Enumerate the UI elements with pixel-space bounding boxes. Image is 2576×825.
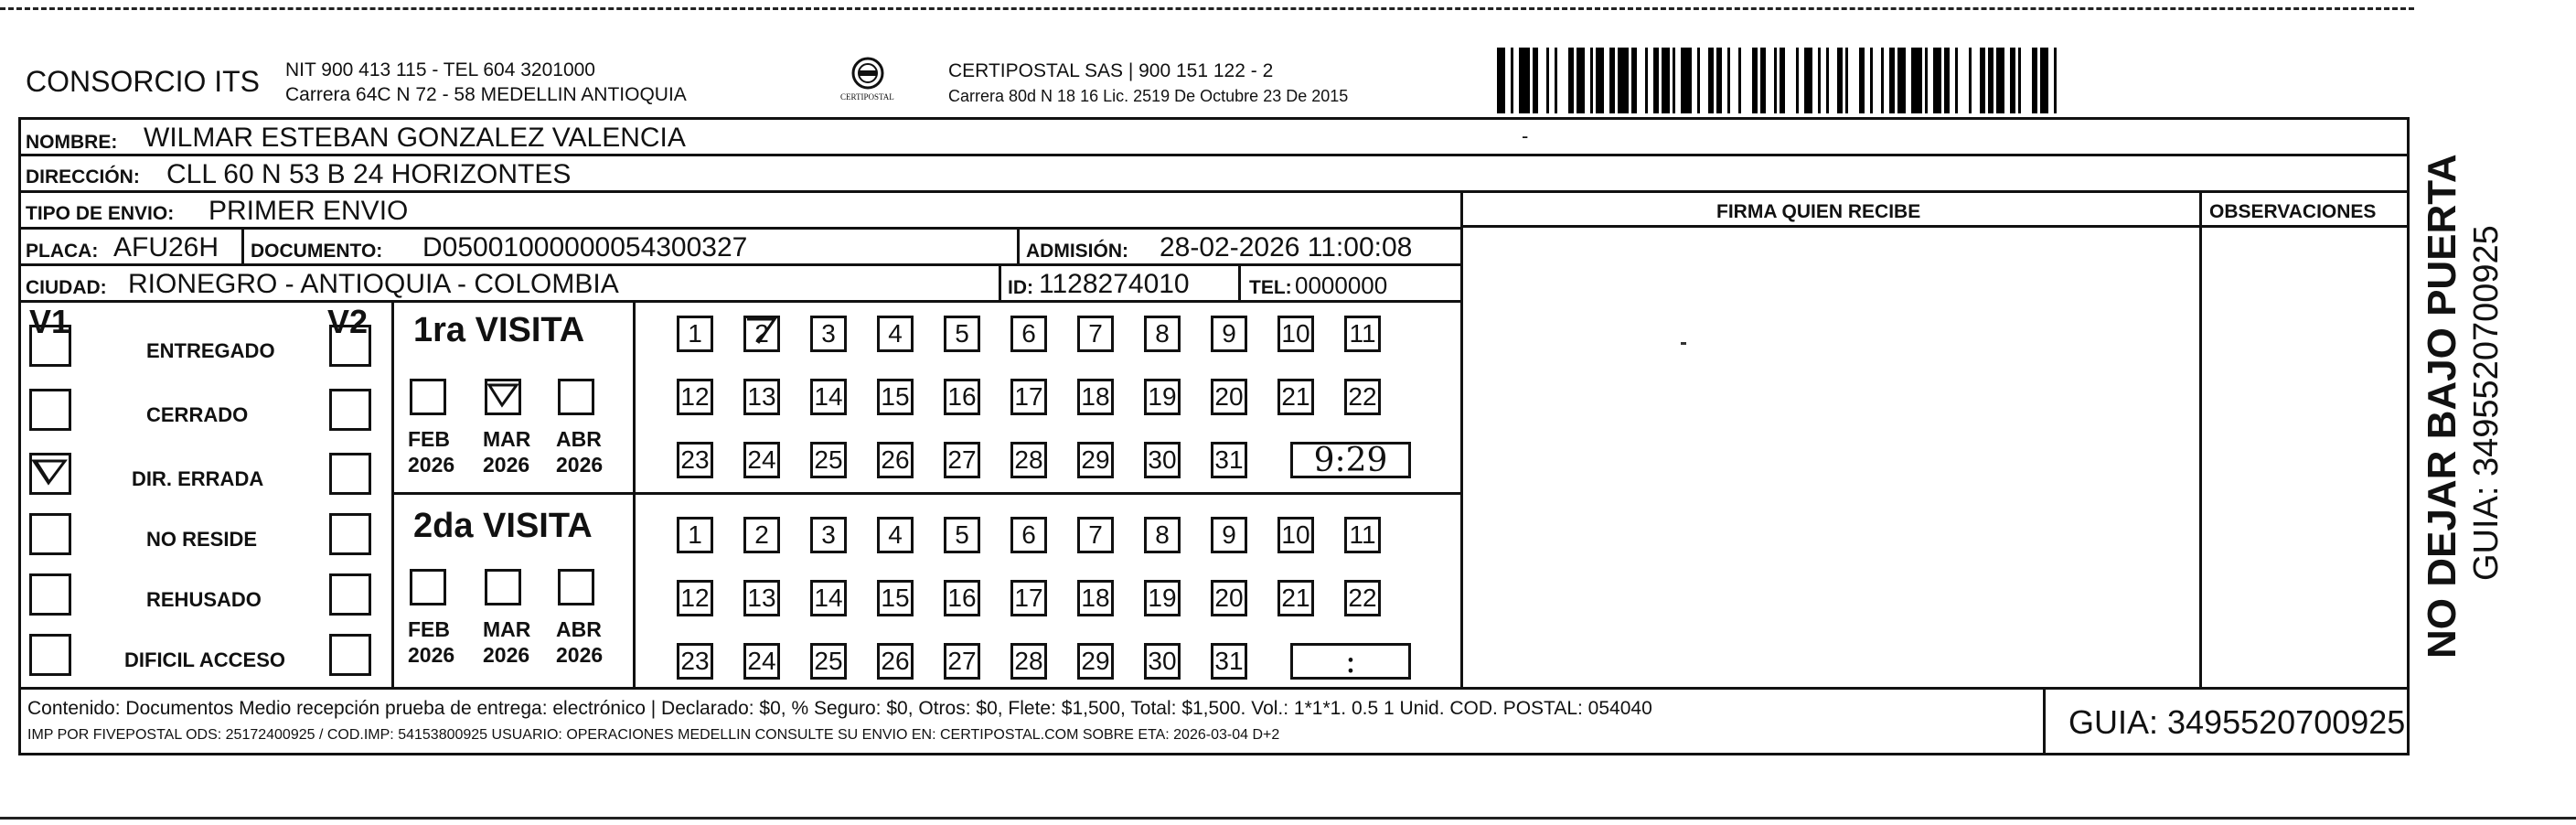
status-option-label: DIR. ERRADA	[132, 467, 264, 490]
visit1-day-box[interactable]: 17	[1010, 379, 1047, 415]
visit2-day-box[interactable]: 7	[1077, 517, 1114, 553]
col-divider	[999, 263, 1001, 300]
v2-checkbox[interactable]	[329, 453, 371, 495]
visit1-day-box[interactable]: 29	[1077, 442, 1114, 478]
visit2-day-box[interactable]: 28	[1010, 643, 1047, 680]
col-divider	[1017, 227, 1020, 263]
document-value: D05001000000054300327	[422, 232, 748, 262]
visit1-day-box[interactable]: 31	[1211, 442, 1247, 478]
visit1-day-box[interactable]: 18	[1077, 379, 1114, 415]
barcode-bar	[2010, 48, 2015, 113]
visit2-month-label: FEB	[408, 617, 450, 641]
barcode-bar	[2018, 48, 2021, 113]
footer-imp: IMP POR FIVEPOSTAL ODS: 25172400925 / COD.IMP: 54153800925 USUARIO: OPERACIONES MEDELLIN CONSULTE SU ENVIO EN: CERTIPOSTAL.COM SOBRE ETA: 2026-03-04 D+2	[27, 727, 1280, 743]
barcode-bar	[1716, 48, 1722, 113]
visit1-day-box[interactable]: 10	[1277, 316, 1314, 352]
visit1-day-box[interactable]: 5	[944, 316, 980, 352]
visit2-day-box[interactable]: 9	[1211, 517, 1247, 553]
visit1-day-box[interactable]: 30	[1144, 442, 1181, 478]
barcode-bar	[1727, 48, 1730, 113]
visit1-day-box[interactable]: 6	[1010, 316, 1047, 352]
barcode-bar	[1780, 48, 1785, 113]
company-address: Carrera 64C N 72 - 58 MEDELLIN ANTIOQUIA	[285, 84, 687, 105]
visit1-day-box[interactable]: 3	[810, 316, 847, 352]
visit2-day-box[interactable]: 21	[1277, 580, 1314, 616]
barcode-bar	[1944, 48, 1950, 113]
barcode-bar	[1708, 48, 1714, 113]
barcode-bar	[1969, 48, 1972, 113]
visit1-day-box[interactable]: 15	[877, 379, 914, 415]
row-divider	[18, 227, 1461, 230]
barcode-bar	[1818, 48, 1821, 113]
status-option-label: DIFICIL ACCESO	[124, 648, 286, 671]
barcode-bar	[1533, 48, 1538, 113]
barcode-bar	[2032, 48, 2037, 113]
barcode-bar	[1881, 48, 1884, 113]
visit2-day-box[interactable]: 10	[1277, 517, 1314, 553]
name-label: NOMBRE:	[26, 132, 118, 153]
visit2-day-box[interactable]: 23	[677, 643, 713, 680]
barcode-bar	[2054, 48, 2057, 113]
barcode-bar	[1955, 48, 1958, 113]
visit2-day-box[interactable]: 13	[743, 580, 780, 616]
footer-divider	[18, 687, 2410, 690]
v2-checkbox[interactable]	[329, 325, 371, 367]
barcode-bar	[1618, 48, 1629, 113]
visit2-month-label: ABR	[556, 617, 602, 641]
city-label: CIUDAD:	[26, 277, 107, 298]
carrier-name: CERTIPOSTAL SAS | 900 151 122 - 2	[948, 60, 1274, 81]
barcode-bar	[1519, 48, 1530, 113]
status-option-label: NO RESIDE	[146, 528, 258, 551]
company-nit: NIT 900 413 115 - TEL 604 3201000	[285, 59, 595, 80]
barcode-bar	[1511, 48, 1513, 113]
visit2-day-box[interactable]: 17	[1010, 580, 1047, 616]
visit2-day-box[interactable]: 14	[810, 580, 847, 616]
visit2-day-box[interactable]: 4	[877, 517, 914, 553]
company-name: CONSORCIO ITS	[26, 65, 261, 98]
v2-checkbox[interactable]	[329, 573, 371, 616]
v2-checkbox[interactable]	[329, 389, 371, 431]
barcode-bar	[1497, 48, 1505, 113]
visit2-day-box[interactable]: 16	[944, 580, 980, 616]
visit1-month-checkbox[interactable]	[485, 379, 521, 415]
recipient-name: WILMAR ESTEBAN GONZALEZ VALENCIA	[144, 123, 686, 153]
visit1-month-label: MAR	[483, 427, 531, 451]
visit2-year-label: 2026	[408, 643, 455, 667]
id-value: 1128274010	[1039, 269, 1190, 299]
barcode-bar	[1925, 48, 1928, 113]
barcode-bar	[1845, 48, 1848, 113]
carrier-address: Carrera 80d N 18 16 Lic. 2519 De Octubre 23 De 2015	[948, 87, 1349, 105]
visit2-day-box[interactable]: 11	[1344, 517, 1381, 553]
v2-checkbox[interactable]	[329, 634, 371, 676]
barcode-bar	[1933, 48, 1941, 113]
visit1-year-label: 2026	[408, 453, 455, 477]
barcode-bar	[1609, 48, 1615, 113]
barcode-bar	[1590, 48, 1593, 113]
visit1-day-box[interactable]: 11	[1344, 316, 1381, 352]
col-divider	[241, 227, 244, 263]
visit2-day-box[interactable]: 30	[1144, 643, 1181, 680]
visit1-day-box[interactable]: 7	[1077, 316, 1114, 352]
visit2-year-label: 2026	[483, 643, 530, 667]
visit1-month-checkbox[interactable]	[410, 379, 446, 415]
visit2-day-box[interactable]: 29	[1077, 643, 1114, 680]
row-divider	[18, 300, 1461, 303]
visit2-day-box[interactable]: 26	[877, 643, 914, 680]
visit2-month-checkbox[interactable]	[485, 569, 521, 605]
visit1-day-box[interactable]: 20	[1211, 379, 1247, 415]
visit2-day-box[interactable]: 19	[1144, 580, 1181, 616]
visit1-day-box[interactable]: 27	[944, 442, 980, 478]
visit1-day-box[interactable]: 26	[877, 442, 914, 478]
barcode-bar	[1889, 48, 1895, 113]
barcode	[1497, 48, 2177, 113]
admission-label: ADMISIÓN:	[1026, 241, 1128, 262]
barcode-bar	[1577, 48, 1585, 113]
barcode-bar	[1774, 48, 1777, 113]
barcode-bar	[1568, 48, 1574, 113]
visit2-day-box[interactable]: 12	[677, 580, 713, 616]
visit1-day-box[interactable]: 4	[877, 316, 914, 352]
signature-label: FIRMA QUIEN RECIBE	[1716, 201, 1921, 222]
status-option-label: REHUSADO	[146, 588, 262, 611]
v1-checkbox[interactable]	[29, 573, 71, 616]
v1-checkbox[interactable]	[29, 634, 71, 676]
barcode-bar	[1837, 48, 1843, 113]
barcode-bar	[1555, 48, 1557, 113]
visit1-day-box[interactable]: 1	[677, 316, 713, 352]
barcode-bar	[1697, 48, 1700, 113]
side-guia: GUIA: 3495520700925	[2467, 225, 2506, 581]
barcode-bar	[1631, 48, 1637, 113]
name-mark: -	[1522, 124, 1529, 147]
signature-dot	[1681, 342, 1686, 345]
visit2-day-box[interactable]: 15	[877, 580, 914, 616]
visit2-year-label: 2026	[556, 643, 604, 667]
barcode-bar	[1653, 48, 1659, 113]
barcode-bar	[1645, 48, 1648, 113]
visit2-day-box[interactable]: 20	[1211, 580, 1247, 616]
tel-label: TEL:	[1249, 277, 1292, 298]
visit2-month-label: MAR	[483, 617, 531, 641]
barcode-bar	[1752, 48, 1758, 113]
v1-checkbox[interactable]	[29, 325, 71, 367]
col-divider	[2199, 190, 2202, 689]
barcode-bar	[1681, 48, 1692, 113]
observations-label: OBSERVACIONES	[2209, 201, 2377, 222]
visit2-day-box[interactable]: 1	[677, 517, 713, 553]
barcode-bar	[1662, 48, 1670, 113]
certipostal-logo	[836, 53, 900, 106]
footer-guia: GUIA: 3495520700925	[2068, 703, 2406, 741]
top-cut-line	[0, 7, 2414, 10]
v1-checkbox[interactable]	[29, 513, 71, 555]
shipment-type: PRIMER ENVIO	[208, 196, 409, 226]
visit1-day-box[interactable]: 12	[677, 379, 713, 415]
admission-value: 28-02-2026 11:00:08	[1160, 232, 1413, 262]
barcode-bar	[1859, 48, 1865, 113]
barcode-bar	[1988, 48, 1993, 113]
visit2-day-box[interactable]: 31	[1211, 643, 1247, 680]
visit1-day-box[interactable]: 21	[1277, 379, 1314, 415]
recipient-address: CLL 60 N 53 B 24 HORIZONTES	[166, 159, 572, 189]
visit2-month-checkbox[interactable]	[410, 569, 446, 605]
barcode-bar	[1980, 48, 1985, 113]
visit1-day-box[interactable]: 2	[743, 316, 780, 352]
v1-checkbox[interactable]	[29, 389, 71, 431]
id-label: ID:	[1008, 277, 1033, 298]
visit1-month-checkbox[interactable]	[558, 379, 594, 415]
city-value: RIONEGRO - ANTIOQUIA - COLOMBIA	[128, 269, 619, 299]
visit1-day-box[interactable]: 8	[1144, 316, 1181, 352]
col-divider	[2043, 687, 2046, 755]
visit1-day-box[interactable]: 9	[1211, 316, 1247, 352]
visit1-day-box[interactable]: 25	[810, 442, 847, 478]
visit2-day-box[interactable]: 2	[743, 517, 780, 553]
visit2-day-box[interactable]: 27	[944, 643, 980, 680]
address-label: DIRECCIÓN:	[26, 166, 140, 188]
row-divider	[1460, 225, 2410, 228]
visit1-day-box[interactable]: 24	[743, 442, 780, 478]
visit2-day-box[interactable]: 18	[1077, 580, 1114, 616]
visit2-day-box[interactable]: 25	[810, 643, 847, 680]
barcode-bar	[1996, 48, 2004, 113]
v1-label: V1	[29, 303, 70, 340]
row-divider	[18, 190, 2410, 193]
tel-value: 0000000	[1295, 272, 1388, 299]
plate-value: AFU26H	[113, 232, 219, 262]
side-notice: NO DEJAR BAJO PUERTA	[2420, 154, 2464, 659]
barcode-bar	[1870, 48, 1873, 113]
barcode-bar	[1911, 48, 1922, 113]
visit1-day-box[interactable]: 22	[1344, 379, 1381, 415]
barcode-bar	[1673, 48, 1675, 113]
visit1-year-label: 2026	[483, 453, 530, 477]
visit2-day-box[interactable]: 24	[743, 643, 780, 680]
barcode-bar	[2040, 48, 2048, 113]
v2-label: V2	[327, 303, 369, 340]
visit1-time-box[interactable]: 9:29	[1290, 442, 1411, 478]
barcode-bar	[1546, 48, 1549, 113]
col-divider	[1238, 263, 1241, 300]
status-option-label: CERRADO	[146, 403, 249, 426]
visit2-title: 2da VISITA	[413, 507, 593, 545]
document-label: DOCUMENTO:	[251, 241, 383, 262]
type-label: TIPO DE ENVIO:	[26, 203, 175, 224]
visit2-day-box[interactable]: 5	[944, 517, 980, 553]
visit1-day-box[interactable]: 28	[1010, 442, 1047, 478]
visit1-year-label: 2026	[556, 453, 604, 477]
visit2-day-box[interactable]: 22	[1344, 580, 1381, 616]
status-option-label: ENTREGADO	[146, 339, 275, 362]
barcode-bar	[1826, 48, 1829, 113]
visit1-day-box[interactable]: 19	[1144, 379, 1181, 415]
row-divider	[18, 263, 1461, 266]
visit2-month-checkbox[interactable]	[558, 569, 594, 605]
v2-checkbox[interactable]	[329, 513, 371, 555]
visit1-title: 1ra VISITA	[413, 311, 585, 349]
barcode-bar	[1804, 48, 1812, 113]
v1-checkbox[interactable]	[29, 453, 71, 495]
visit1-month-label: FEB	[408, 427, 450, 451]
visit1-day-box[interactable]: 23	[677, 442, 713, 478]
plate-label: PLACA:	[26, 241, 99, 262]
row-divider	[18, 154, 2410, 156]
visit2-day-box[interactable]: 8	[1144, 517, 1181, 553]
footer-content: Contenido: Documentos Medio recepción prueba de entrega: electrónico | Declarado: $0, % Seguro: $0, Otros: $0, Flete: $1,500, Total: $1,500. Vol.: 1*1*1. 0.5 1 Unid. COD. POSTAL: 054040	[27, 698, 1652, 719]
barcode-bar	[1796, 48, 1799, 113]
visit1-day-box[interactable]: 14	[810, 379, 847, 415]
barcode-bar	[1897, 48, 1906, 113]
visit2-day-box[interactable]: 3	[810, 517, 847, 553]
bottom-cut-line	[0, 817, 2576, 820]
visit2-day-box[interactable]: 6	[1010, 517, 1047, 553]
visit-divider	[391, 492, 1461, 495]
barcode-bar	[1760, 48, 1766, 113]
barcode-bar	[1596, 48, 1604, 113]
visit2-time-box[interactable]: :	[1290, 643, 1411, 680]
logo-text: CERTIPOSTAL	[840, 92, 894, 102]
visit1-day-box[interactable]: 13	[743, 379, 780, 415]
visit1-day-box[interactable]: 16	[944, 379, 980, 415]
visit1-month-label: ABR	[556, 427, 602, 451]
barcode-bar	[1738, 48, 1741, 113]
